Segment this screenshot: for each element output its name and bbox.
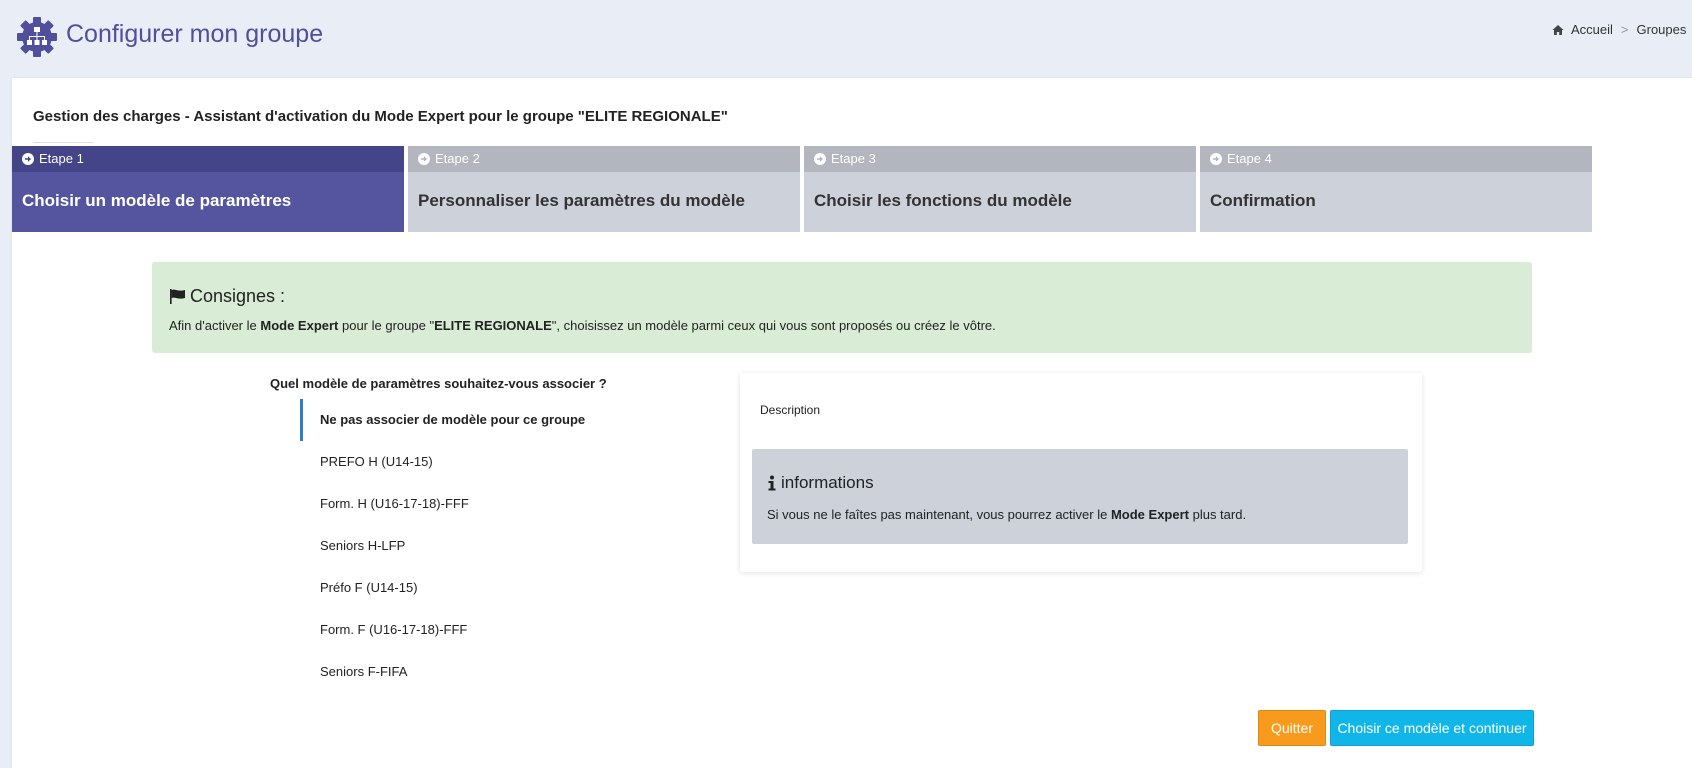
gear-sitemap-icon [16, 16, 58, 58]
step-1-head [12, 146, 404, 172]
continue-button[interactable]: Choisir ce modèle et continuer [1330, 710, 1534, 746]
instructions-text [169, 318, 996, 333]
instructions-text-part: pour le groupe " [338, 318, 435, 333]
step-3[interactable] [804, 146, 1196, 232]
instructions-title-text: Consignes : [190, 286, 286, 306]
model-list [300, 399, 680, 693]
wizard-card [12, 78, 1692, 768]
home-icon [1552, 24, 1564, 36]
model-item-seniors-f[interactable]: Seniors F-FIFA [320, 664, 408, 679]
info-text [767, 507, 1246, 522]
model-question: Quel modèle de paramètres souhaitez-vous associer ? [270, 376, 607, 391]
step-1[interactable] [12, 146, 404, 232]
instructions-text-part: ", choisissez un modèle parmi ceux qui vous sont proposés ou créez le vôtre. [551, 318, 996, 333]
info-icon [767, 475, 777, 491]
top-bar [0, 0, 1687, 76]
arrow-circle-right-icon [22, 153, 34, 165]
quit-button[interactable]: Quitter [1258, 710, 1326, 746]
step-3-head [804, 146, 1196, 172]
model-item-seniors-h[interactable]: Seniors H-LFP [320, 538, 406, 553]
breadcrumb [1552, 22, 1686, 37]
wizard-title: Gestion des charges - Assistant d'activation du Mode Expert pour le groupe "ELITE REGIONALE" [33, 108, 728, 125]
arrow-circle-right-icon [814, 153, 826, 165]
step-4[interactable] [1200, 146, 1592, 232]
description-panel [740, 373, 1422, 572]
model-item-form-h[interactable]: Form. H (U16-17-18)-FFF [320, 496, 469, 511]
instructions-title [169, 286, 285, 307]
info-title-text: informations [781, 473, 874, 492]
arrow-circle-right-icon [1210, 153, 1222, 165]
model-item-form-f[interactable]: Form. F (U16-17-18)-FFF [320, 622, 468, 637]
step-2-number: Etape 2 [435, 151, 480, 166]
model-item-prefo-h[interactable]: PREFO H (U14-15) [320, 454, 433, 469]
info-mode-expert: Mode Expert [1110, 507, 1189, 522]
model-item-prefo-f[interactable]: Préfo F (U14-15) [320, 580, 418, 595]
info-title [767, 473, 874, 493]
step-4-head [1200, 146, 1592, 172]
instructions-alert [152, 262, 1532, 353]
breadcrumb-separator: > [1620, 22, 1629, 37]
instructions-group-name: ELITE REGIONALE [434, 318, 552, 333]
page-title: Configurer mon groupe [66, 20, 324, 48]
step-4-label: Confirmation [1210, 191, 1316, 210]
info-text-part: Si vous ne le faîtes pas maintenant, vous pourrez activer le [767, 507, 1111, 522]
description-label: Description [760, 403, 821, 417]
step-2-label: Personnaliser les paramètres du modèle [418, 191, 745, 210]
model-item-none[interactable]: Ne pas associer de modèle pour ce groupe [300, 399, 680, 441]
step-2[interactable] [408, 146, 800, 232]
info-text-part: plus tard. [1188, 507, 1247, 522]
title-underline [33, 142, 93, 143]
arrow-circle-right-icon [418, 153, 430, 165]
breadcrumb-home-link[interactable]: Accueil [1571, 22, 1613, 37]
instructions-text-part: Afin d'activer le [169, 318, 261, 333]
step-3-number: Etape 3 [831, 151, 876, 166]
step-2-head [408, 146, 800, 172]
info-box [752, 449, 1408, 544]
flag-icon [169, 288, 186, 305]
breadcrumb-groups-link[interactable]: Groupes [1636, 22, 1687, 37]
step-3-label: Choisir les fonctions du modèle [814, 191, 1072, 210]
wizard-steps [12, 146, 1692, 232]
instructions-mode-expert: Mode Expert [260, 318, 339, 333]
step-1-label: Choisir un modèle de paramètres [22, 191, 292, 210]
step-4-number: Etape 4 [1227, 151, 1272, 166]
step-1-number: Etape 1 [39, 151, 84, 166]
